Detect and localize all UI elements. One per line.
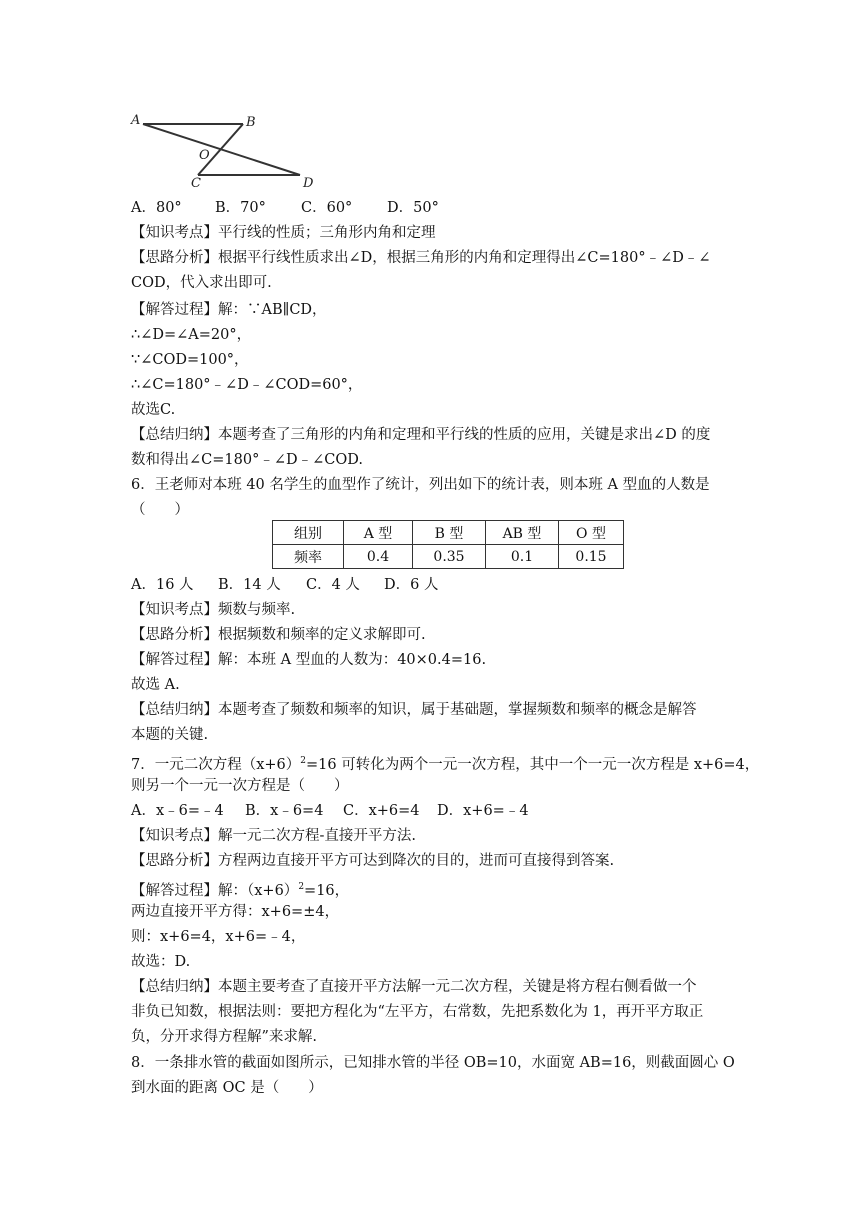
q7-stem-part1: 7．一元二次方程（x+6） <box>131 756 301 773</box>
q7-knowledge-point: 【知识考点】解一元二次方程-直接开平方法. <box>131 828 417 844</box>
q5-options <box>131 198 439 218</box>
q7-option-a: A．x﹣6=﹣4 <box>131 803 224 819</box>
q7-stem-part2: =16 可转化为两个一元一次方程，其中一个一元一次方程是 x+6=4， <box>306 756 760 773</box>
q6-stem-line1: 6．王老师对本班 40 名学生的血型作了统计，列出如下的统计表，则本班 A 型血的人数是 <box>131 477 710 493</box>
table-cell: 0.15 <box>559 545 624 569</box>
q7-stem-exponent: 2 <box>300 756 307 766</box>
q5-summary-line1: 【总结归纳】本题考查了三角形的内角和定理和平行线的性质的应用，关键是求出∠D 的度 <box>131 427 711 443</box>
q6-solution: 【解答过程】解：本班 A 型血的人数为：40×0.4=16. <box>131 652 487 668</box>
label-d: D <box>303 176 314 190</box>
table-header-cell: 组别 <box>273 521 344 545</box>
table-header-cell: A 型 <box>344 521 413 545</box>
q7-solution-part1: 【解答过程】解：（x+6） <box>131 882 299 899</box>
q7-option-b: B．x﹣6=4 <box>245 803 324 819</box>
table-cell: 0.4 <box>344 545 413 569</box>
q5-solution-line4: ∴∠C=180°﹣∠D﹣∠COD=60°， <box>131 377 363 393</box>
table-cell: 0.1 <box>486 545 559 569</box>
q7-answer: 故选：D. <box>131 954 191 970</box>
q6-summary-line1: 【总结归纳】本题考查了频数和频率的知识，属于基础题，掌握频数和频率的概念是解答 <box>131 702 697 718</box>
q5-option-c: C．60° <box>301 200 353 216</box>
q7-option-d: D．x+6=﹣4 <box>437 803 529 819</box>
q7-summary-line2: 非负已知数，根据法则：要把方程化为“左平方，右常数，先把系数化为 1，再开平方取正 <box>131 1004 704 1020</box>
q7-options <box>131 801 529 821</box>
table-header-cell: B 型 <box>413 521 486 545</box>
q5-option-b: B．70° <box>215 200 266 216</box>
q5-option-a: A．80° <box>131 200 182 216</box>
q5-analysis-line2: COD，代入求出即可. <box>131 275 272 291</box>
q5-solution-line3: ∵∠COD=100°， <box>131 352 249 368</box>
q7-option-c: C．x+6=4 <box>343 803 420 819</box>
q7-solution-exponent: 2 <box>298 882 305 892</box>
q6-stem-line2: （ ） <box>131 502 189 518</box>
q6-option-d: D．6 人 <box>384 577 439 593</box>
table-row <box>273 545 624 569</box>
q7-summary-line1: 【总结归纳】本题主要考查了直接开平方法解一元二次方程，关键是将方程右侧看做一个 <box>131 979 697 995</box>
q6-options <box>131 575 438 595</box>
table-cell: 频率 <box>273 545 344 569</box>
q6-option-a: A．16 人 <box>131 577 194 593</box>
q8-stem-line2: 到水面的距离 OC 是（ ） <box>131 1080 323 1096</box>
q8-stem-line1: 8．一条排水管的截面如图所示，已知排水管的半径 OB=10，水面宽 AB=16，则截面圆心 O <box>131 1055 735 1071</box>
q6-analysis: 【思路分析】根据频数和频率的定义求解即可. <box>131 627 426 643</box>
q7-summary-line3: 负，分开求得方程解”来求解. <box>131 1029 318 1045</box>
q7-solution-line1 <box>131 877 349 901</box>
table-header-cell: AB 型 <box>486 521 559 545</box>
q6-summary-line2: 本题的关键. <box>131 727 209 743</box>
q5-solution-line1: 【解答过程】解：∵AB∥CD， <box>131 302 327 318</box>
q7-solution-line2: 两边直接开平方得：x+6=±4， <box>131 904 340 920</box>
table-cell: 0.35 <box>413 545 486 569</box>
q5-summary-line2: 数和得出∠C=180°﹣∠D﹣∠COD. <box>131 452 363 468</box>
blood-type-table <box>272 520 624 569</box>
q7-analysis: 【思路分析】方程两边直接开平方可达到降次的目的，进而可直接得到答案. <box>131 853 615 869</box>
q6-option-b: B．14 人 <box>218 577 281 593</box>
q5-knowledge-point: 【知识考点】平行线的性质；三角形内角和定理 <box>131 225 436 241</box>
q7-solution-line3: 则：x+6=4，x+6=﹣4， <box>131 929 306 945</box>
q7-stem-line2: 则另一个一元一次方程是（ ） <box>131 778 349 794</box>
label-c: C <box>191 176 201 190</box>
q6-answer: 故选 A. <box>131 677 180 693</box>
q7-solution-part2: =16， <box>304 882 350 899</box>
table-header-cell: O 型 <box>559 521 624 545</box>
q5-analysis-line1: 【思路分析】根据平行线性质求出∠D，根据三角形的内角和定理得出∠C=180°﹣∠D﹣∠ <box>131 250 711 266</box>
parallel-lines-figure <box>128 108 328 190</box>
q5-option-d: D．50° <box>387 200 439 216</box>
label-b: B <box>246 115 256 130</box>
label-a: A <box>131 113 141 128</box>
q5-answer: 故选C. <box>131 402 176 418</box>
label-o: O <box>199 148 210 163</box>
q7-stem-line1 <box>131 751 759 775</box>
q5-solution-line2: ∴∠D=∠A=20°， <box>131 327 252 343</box>
table-row <box>273 521 624 545</box>
q6-option-c: C．4 人 <box>306 577 360 593</box>
q6-knowledge-point: 【知识考点】频数与频率. <box>131 602 296 618</box>
